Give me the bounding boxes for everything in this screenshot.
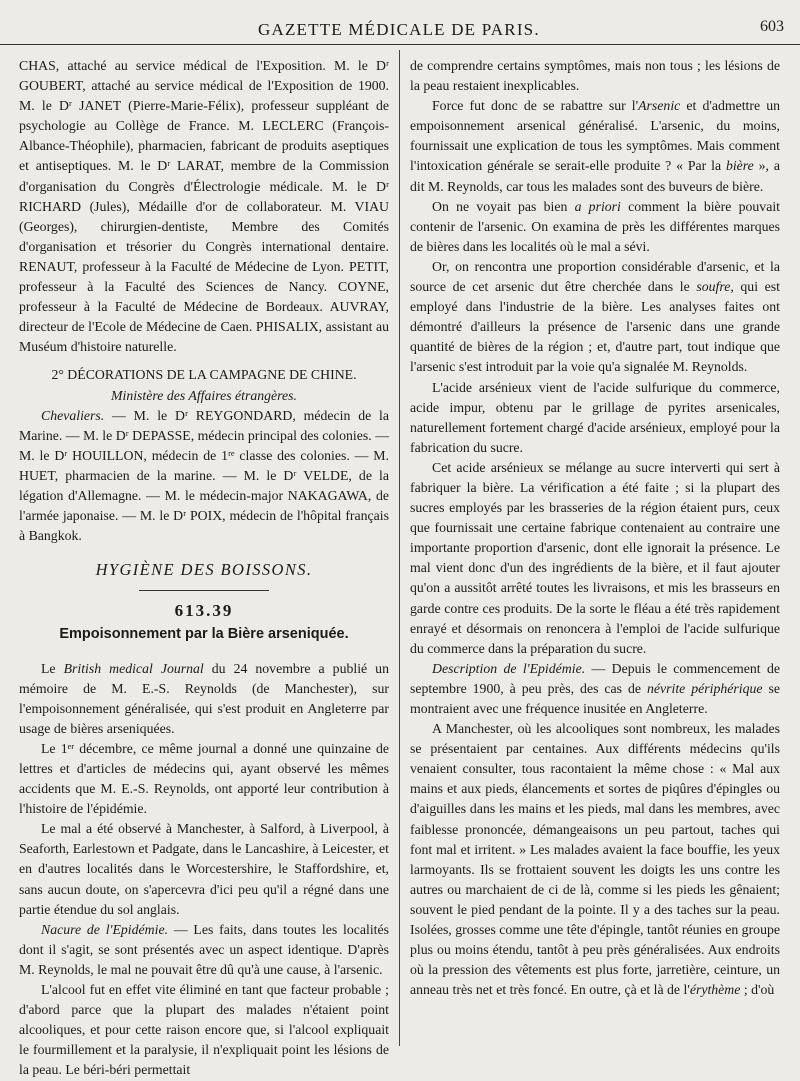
left-column (19, 56, 389, 1078)
awards-paragraph: CHAS, attaché au service médical de l'Exposition. M. le Dʳ GOUBERT, attaché au service médical de l'Exposition de 1900. M. le Dʳ JANET (Pierre-Marie-Félix), professeur suppléant de psychologie au Collège de France. M. LECLERC (François-Albance-Théophile), pharmacien, fabricant de produits aseptiques et antiseptiques. M. le Dʳ LARAT, membre de la Commission d'organisation du Congrès d'Électrologie médicale. M. le Dʳ RICHARD (Jules), Médaille d'or de collaborateur. M. VIAU (Georges), chirurgien-dentiste, Membre des Comités d'organisation et trésorier du Congrès international dentaire. RENAUT, professeur à la Faculté de Médecine de Lyon. PETIT, professeur à la Faculté des Sciences de Nancy. COYNE, professeur à la Faculté de Médecine de Bordeaux. AUVRAY, directeur de l'Ecole de Médecine de Caen. PHISALIX, assistant au Muséum d'histoire naturelle. (19, 58, 389, 355)
r2-pre: Force fut donc de se rabattre sur l' (432, 98, 639, 114)
right-paragraph-6: Cet acide arsénieux se mélange au sucre interverti qui sert à fabriquer la bière. La vérification a été faite ; si la plupart des sucres employés par les brasseries de la région étaient purs, ceux que fournissait une certaine fabrique contenaient au contraire une importante proportion d'arsenic, dont elle ignorait la présence. Le mal vient donc d'un des ingrédients de la bière, et il faut ajouter qu'on a aussitôt arrêté toutes les livraisons, et mis les brasseurs en garde contre ces produits. De la sorte le fléau a été très rapidement enrayé et désormais on renoncera à l'emploi de l'acide sulfurique du commerce dans la préparation du sucre. (410, 459, 780, 656)
article-paragraph-4 (19, 920, 389, 980)
biere-term: bière (725, 158, 754, 174)
article-paragraph-3: Le mal a été observé à Manchester, à Salford, à Liverpool, à Seaforth, Earlestown et Padgate, dans le Lancashire, à Leicester, et en d'autres localités dans le Worcestershire, le Staffordshire, et, sans aucun doute, on s'apercevra d'ici peu qu'il a régné dans une partie étendue du sol anglais. (19, 821, 389, 917)
article-number: 613.39 (174, 601, 234, 621)
r2-end: », a dit M. Reynolds, car tous les malades sont des buveurs de bière. (410, 158, 780, 194)
r3-pre: On ne voyait pas bien (432, 198, 575, 214)
chevaliers-text: — M. le Dʳ REYGONDARD, médecin de la Marine. — M. le Dʳ DEPASSE, médecin principal des colonies. — M. le Dʳ HOUILLON, médecin de 1ʳᵉ classe des colonies. — M. HUET, pharmacien de la marine. — M. le Dʳ VELDE, de la légation d'Allemagne. — M. le médecin-major NAKAGAWA, de l'armée japonaise. — M. le Dʳ POIX, médecin de l'hôpital français à Bangkok. (19, 407, 389, 544)
r7-a: — Depuis le commencement de septembre 1900, à peu près, des cas de (410, 660, 780, 696)
r7-b: se montraient avec une fréquence inusitée en Angleterre. (410, 680, 780, 716)
section-title: HYGIÈNE DES BOISSONS. (95, 560, 313, 580)
right-paragraph-4 (410, 257, 780, 378)
r8-post: ; d'où (740, 982, 775, 998)
chevaliers-paragraph (19, 406, 389, 547)
right-paragraph-1: de comprendre certains symptômes, mais non tous ; les lésions de la peau restaient inexplicables. (410, 58, 780, 94)
right-paragraph-2 (410, 96, 780, 196)
right-column (410, 56, 780, 1048)
journal-title: GAZETTE MÉDICALE DE PARIS. (258, 20, 540, 39)
running-header (0, 14, 800, 45)
description-label: Description de l'Epidémie. (432, 660, 586, 676)
r4-pre: Or, on rencontra une proportion considérable d'arsenic, et la source de cet arsenic dut être cherchée dans le (410, 258, 780, 295)
arsenic-term: Arsenic (638, 98, 681, 114)
right-paragraph-7 (410, 659, 780, 719)
r4-post: , qui est employé dans l'industrie de la bière. Les analyses faites ont démontré d'ailleurs la présence de l'arsenic dans une grande quantité de bières de la région ; et, d'autre part, tout indique que l'arsenic s'est introduit par la voie qu'a signalée M. Reynolds. (410, 279, 780, 375)
article-title: Empoisonnement par la Bière arseniquée. (59, 626, 349, 643)
nevrite-term: névrite périphérique (646, 680, 763, 696)
column-divider (399, 50, 400, 1046)
erytheme-term: érythème (689, 982, 741, 998)
article-paragraph-2: Le 1ᵉʳ décembre, ce même journal a donné une quinzaine de lettres et d'articles de médecins qui, ayant observé les mêmes accidents que M. E.-S. Reynolds, ont apporté leur contribution à l'histoire de l'épidémie. (19, 740, 389, 817)
page-number: 603 (760, 18, 784, 35)
right-paragraph-3 (410, 197, 780, 257)
nature-label: Nacure de l'Epidémie. (41, 921, 169, 937)
ministry-subheading: Ministère des Affaires étrangères. (111, 387, 297, 403)
soufre-term: soufre (696, 279, 731, 295)
a-priori-term: a priori (574, 198, 621, 214)
article-paragraph-5: L'alcool fut en effet vite éliminé en tant que facteur probable ; d'abord parce que la plupart des malades n'étaient point alcooliques, et pour cette raison encore que, si l'alcool expliquait le fourmillement et la paralysie, il n'expliquait point les lésions de la peau. Le béri-béri permettait (19, 982, 389, 1078)
article-paragraph-1 (19, 659, 389, 739)
r2-post: et d'admettre un empoisonnement arsenical généralisé. L'arsenic, du moins, fournissait une explication de tous les symptômes. Mais comment l'intoxication générale se serait-elle produite ? « Par la (410, 98, 780, 174)
r8-pre: A Manchester, où les alcooliques sont nombreux, les malades se présentaient par centaines. Aux différents médecins qu'ils venaient consulter, tous racontaient la même chose : « Mal aux mains et aux pieds, élancements et sortes de piqûres d'épingles ou d'aiguilles dans les mains et les pieds, mal dans les membres, avec faiblesse prononcée, démangeaisons un peu partout, taches qui font mal et irritent. » Les malades avaient la face bouffie, les yeux larmoyants. Ils se frottaient souvent les doigts les uns contre les autres ou marchaient de ci de là, comme si les pieds les gênaient; souvent le pied pendant de la pointe. Il y a des taches sur la peau. Isolées, grosses comme une tête d'épingle, tantôt réunies en groupe plus ou moins étendu, tantôt à peu près généralisées. Aux endroits où la pression des vêtements est plus forte, jarretière, ceinture, un anneau très net et très foncé. En outre, çà et là de l' (410, 721, 780, 998)
a1-post: du 24 novembre a publié un mémoire de M. E.-S. Reynolds (de Manchester), sur l'empoisonnement généralisée, qui s'est produit en Angleterre par usage de bières arseniquées. (19, 660, 389, 736)
decorations-heading: 2° DÉCORATIONS DE LA CAMPAGNE DE CHINE. (51, 367, 357, 383)
right-paragraph-5: L'acide arsénieux vient de l'acide sulfurique du commerce, acide impur, obtenu par le grillage de pyrites arsenicales, naturellement fortement chargé d'acide arsénieux, employé pour la fabrication du sucre. (410, 379, 780, 455)
a1-pre: Le (41, 660, 64, 676)
journal-name: British medical Journal (63, 660, 204, 676)
a4-text: — Les faits, dans toutes les localités dont il s'agit, se sont présentés avec un aspect identique. D'après M. Reynolds, le mal ne pouvait être dû qu'à une cause, à l'arsenic. (19, 921, 389, 977)
r3-post: comment la bière pouvait contenir de l'arsenic. On examina de près les différentes marques de bières dans les localités où le mal a sévi. (410, 198, 780, 254)
chevaliers-label: Chevaliers. (41, 407, 105, 423)
section-rule (139, 590, 269, 591)
right-paragraph-8 (410, 719, 780, 1000)
